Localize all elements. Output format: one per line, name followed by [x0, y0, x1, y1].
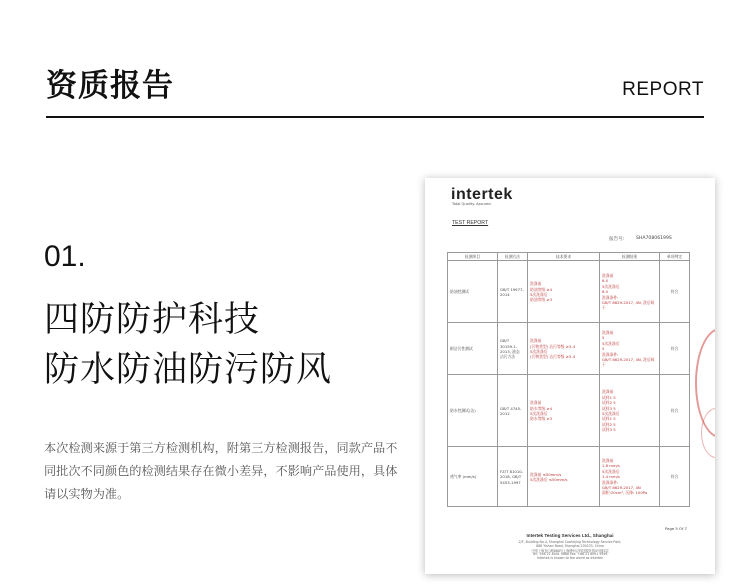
cell-line: 防油等级 ≥4	[530, 286, 552, 292]
table-row	[448, 375, 690, 447]
intertek-logo: intertek	[451, 186, 513, 203]
cell-line: 5次洗涤后	[602, 340, 620, 346]
cell-line: 5次洗涤后	[530, 410, 548, 416]
cell-line: 2013, 液态	[500, 348, 520, 354]
cell-line: 洗涤条件:	[602, 479, 619, 485]
cell-line: 5次洗涤后	[530, 291, 548, 297]
cell-line: 面积:20cm², 压降: 100Pa	[602, 490, 648, 496]
footer-line: 中国上海宜山路888号上海漕河泾科技服务园4号楼2层	[531, 549, 609, 553]
table-header-cell: 技术要求	[528, 253, 600, 261]
cell-test-item: 耐沾污性测试	[448, 323, 498, 375]
cell-line: 洗涤前	[530, 338, 542, 344]
table-header-cell: 检测项目	[448, 253, 498, 261]
table-header-row	[448, 253, 690, 261]
cell-line: 洗涤前	[602, 457, 614, 463]
cell-line: 试样3 5	[602, 427, 616, 433]
cell-result	[600, 375, 660, 447]
cell-verdict: 符合	[660, 323, 690, 375]
cell-result	[600, 447, 660, 507]
cell-test-method	[498, 447, 528, 507]
cell-line: 防水等级 ≥4	[530, 405, 552, 411]
report-number-value: SHA70806199S	[636, 236, 672, 241]
test-report-document	[425, 178, 715, 574]
cell-line: 洗涤前 ≤50mm/s	[530, 471, 562, 477]
section-description: 本次检测来源于第三方检测机构，附第三方检测报告，同款产品不同批次不同颜色的检测结果存在微小差异，不影响产品使用，具体请以实物为准。	[44, 441, 398, 501]
cell-line: 防油等级 ≥3	[530, 297, 552, 303]
table-header-cell: 检测结果	[600, 253, 660, 261]
cell-verdict: 符合	[660, 447, 690, 507]
report-number-label: 报告号:	[609, 237, 625, 242]
cell-line: 2018, GB/T	[500, 474, 522, 480]
header-divider	[46, 116, 704, 118]
cell-test-item: 防油性测试	[448, 261, 498, 323]
logo-tagline: Total Quality. Assured.	[452, 202, 492, 206]
cell-line: GB/T 19977-	[500, 286, 524, 292]
section-number: 01.	[44, 240, 86, 273]
page-title: 资质报告	[46, 68, 174, 104]
cell-line: 洗涤条件:	[602, 294, 619, 300]
report-results-table	[447, 252, 690, 507]
cell-verdict: 符合	[660, 375, 690, 447]
table-row	[448, 323, 690, 375]
cell-verdict: 符合	[660, 261, 690, 323]
cell-line: 试样3 5	[602, 405, 616, 411]
cell-test-item: 透气率 (mm/s)	[448, 447, 498, 507]
cell-line: GB/T 4745-	[500, 405, 522, 411]
page-title-en: REPORT	[622, 79, 704, 100]
cell-line: 2014	[500, 291, 510, 297]
footer-line: Tel: +86 21 6091 9888 Fax: +86 21 6091 9599	[532, 552, 608, 556]
cell-line: 6.0	[602, 289, 609, 295]
cell-line: 5	[602, 346, 605, 352]
cell-line: 5次洗涤后	[602, 468, 620, 474]
section-title-line1: 四防防护科技	[44, 300, 261, 340]
cell-test-method	[498, 375, 528, 447]
footer-line: 2/F, Building No.4, Shanghai Caohejing Technology Service Park,	[518, 540, 622, 544]
cell-line: 防水等级 ≥3	[530, 416, 552, 422]
cell-line: 洗涤前	[602, 389, 614, 395]
page-number: Page 5 Of 7	[665, 526, 687, 531]
cell-line: 洗涤前	[530, 400, 542, 406]
footer-line: Intertek is known to the world as Intertek	[537, 556, 603, 560]
cell-line: 5453-1997	[500, 479, 521, 485]
cell-line: 5次洗涤后	[602, 410, 620, 416]
cell-line: 5次洗涤后	[530, 348, 548, 354]
cell-line: 5次洗涤后 ≤50mm/s	[530, 476, 568, 482]
cell-line: 1.8 mm/s	[602, 463, 620, 469]
cell-requirement	[528, 447, 600, 507]
cell-line: 试样2 5	[602, 421, 616, 427]
cell-line: FZ/T 81010-	[500, 468, 524, 474]
cell-line: 30159.1-	[500, 343, 518, 349]
cell-line: 2012	[500, 410, 510, 416]
cell-line: 1.4 mm/s	[602, 474, 620, 480]
cell-line: 5	[602, 335, 605, 341]
cell-line: GB/T 8629-2017, 4N, 洗后晾干	[602, 300, 655, 311]
cell-line: 5次洗涤后	[602, 283, 620, 289]
cell-test-method	[498, 261, 528, 323]
table-header-cell: 单项判定	[660, 253, 690, 261]
footer-company: Intertek Testing Services Ltd., Shanghai	[526, 533, 614, 538]
cell-line: 洗涤前	[530, 281, 542, 287]
cell-line: 洗涤条件:	[602, 351, 619, 357]
test-report-label: TEST REPORT	[452, 220, 489, 226]
cell-result	[600, 261, 660, 323]
cell-requirement	[528, 323, 600, 375]
cell-requirement	[528, 375, 600, 447]
cell-line: 6.0	[602, 278, 609, 284]
cell-line: 试样1 5	[602, 416, 616, 422]
cell-line: (污物类型) 沾污等级 ≥3-4	[530, 343, 576, 349]
table-row	[448, 261, 690, 323]
cell-line: (污物类型) 沾污等级 ≥3-4	[530, 354, 576, 360]
section-title-line2: 防水防油防污防风	[44, 350, 333, 390]
cell-line: GB/T	[500, 338, 510, 344]
cell-line: GB/T 8629-2017, 4N	[602, 485, 641, 491]
table-row	[448, 447, 690, 507]
cell-result	[600, 323, 660, 375]
cell-test-method	[498, 323, 528, 375]
cell-line: 洗涤前	[602, 272, 614, 278]
cell-line: 沾污方法	[500, 354, 516, 360]
cell-line: GB/T 8629-2017, 4N, 洗后晾干	[602, 357, 655, 368]
cell-line: 试样2 5	[602, 400, 616, 406]
cell-line: 试样1 5	[602, 394, 616, 400]
cell-requirement	[528, 261, 600, 323]
cell-test-item: 防水性测试(沾)	[448, 375, 498, 447]
cell-line: 洗涤前	[602, 329, 614, 335]
footer-line: 888 Yishan Road, Shanghai 200233, China	[536, 544, 604, 548]
table-header-cell: 检测方法	[498, 253, 528, 261]
